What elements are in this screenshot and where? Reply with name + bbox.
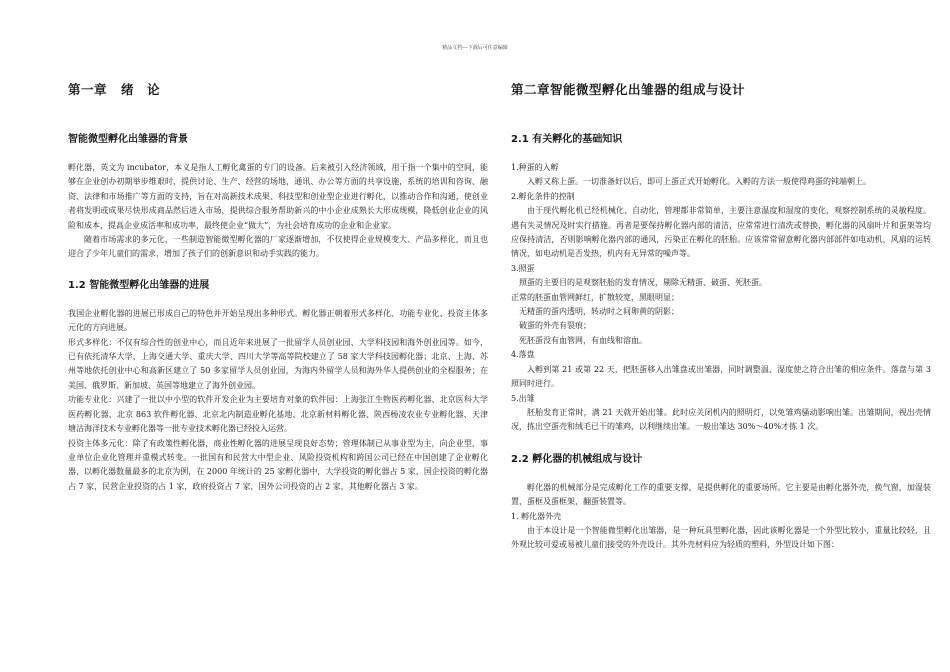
mechanical-paragraph-1: 孵化器的机械部分是完成孵化工作的重要支撑，是提供孵化的重要场所。它主要是由孵化器外壳，换气窗，加湿装置，蛋框及蛋框架，翻蛋装置等。: [511, 482, 931, 507]
chapter-2-title: 第二章智能微型孵化出雏器的组成与设计: [511, 82, 746, 97]
basics-item-4-heading: 4.落盘: [511, 350, 535, 360]
chapter-1-name: 绪 论: [121, 82, 161, 97]
basics-item-5-text: 胚胎发育正常时，满 21 天就开始出雏。此时应关闭机内的照明灯，以免雏鸡骚动影响出雏。出雏期间，视出壳情况，拣出空蛋壳和绒毛已干的雏鸡，以利继续出雏。一般出雏达 30%～40%才拣 1 次。: [511, 407, 931, 432]
page-header: 精品文档---下载后可任意编辑: [442, 45, 508, 51]
basics-item-3-text: 照蛋的主要目的是观察胚胎的发育情况，剔除无精蛋、破蛋、死胚蛋。: [519, 278, 767, 288]
basics-item-2-text: 由于现代孵化机已经机械化、自动化，管理都非常简单，主要注意温度和湿度的变化，观察控制系统的灵敏程度。遇有失灵情况及时实行措施。再者是要保持孵化器内部的清洁，应常常进行清洗或替换，孵化器的风扇叶片和蛋架等均应保持清洁，否则影响孵化器内部的通风，污染正在孵化的胚胎。应该常常留意孵化器内部部件如电动机，风扇的运转情况，如电动机是否发热，机内有无异常的噪声等。: [511, 206, 931, 259]
mechanical-item-1-text: 由于本设计是一个智能微型孵化出雏器，是一种玩具型孵化器，因此该孵化器是一个外型比较小，重量比较轻，且外观比较可爱或易被儿童们接受的外壳设计。其外壳材料应为轻质的塑料，外型设计如下图：: [511, 525, 931, 550]
basics-item-3-dead: 死胚蛋没有血管网，有血线和溶血。: [519, 335, 647, 345]
chapter-1-number: 第一章: [68, 82, 108, 97]
basics-item-4-text: 入孵到第 21 或第 22 天，把胚蛋移入出雏盘或出雏器，同时调整温、湿度使之符合出雏的相应条件。落盘与第 3 照同时进行。: [511, 364, 931, 389]
progress-paragraph-4: 投资主体多元化：除了有政策性孵化器，商业性孵化器的进展呈现良好态势；管理体制已从事业型为主，向企业型、事业单位企业化管理并重模式转变。一批国有和民营大中型企业、风险投资机构和跨国公司已经在中国创建了企业孵化器，以孵化器数量最多的北京为例，在 2000 年统计的 25 家孵化器中，大学投资的孵化器占 5 家，国企投资的孵化器占 7 家，民营企业投资的占 1 家，政府投资占 7 家，国外公司投资的占 2 家，其他孵化器占 3 家。: [68, 438, 488, 491]
basics-item-5-heading: 5.出雏: [511, 393, 535, 403]
section-background-title: 智能微型孵化出雏器的背景: [68, 134, 188, 145]
mechanical-item-1-heading: 1. 孵化器外壳: [511, 511, 562, 521]
left-column: [68, 80, 488, 494]
basics-item-3-heading: 3.照蛋: [511, 263, 535, 273]
progress-paragraph-1: 我国企业孵化器的进展已形成自己的特色并开始呈现出多种形式。孵化器正朝着形式多样化、功能专业化、投资主体多元化的方向进展。: [68, 308, 488, 333]
basics-item-1-heading: 1.种蛋的入孵: [511, 163, 559, 172]
right-column: [511, 80, 931, 553]
basics-item-3-normal: 正常的胚蛋血管网鲜红，扩散较宽，黑眼明显；: [511, 292, 679, 302]
background-paragraph-2: 随着市场需求的多元化，一些制造智能微型孵化器的厂家逐渐增加，不仅使得企业规模变大、产品多样化，而且也迎合了少年儿童们的需求，增加了孩子们的创新意识和动手实践的能力。: [68, 235, 488, 259]
basics-item-2-heading: 2.孵化条件的控制: [511, 191, 575, 201]
progress-paragraph-2: 形式多样化：不仅有综合性的创业中心，而且近年来进展了一批留学人员创业园、大学科技园和海外创业园等。如今，已有依托清华大学、上海交通大学、重庆大学、四川大学等高等院校建立了 58 家大学科技园孵化器；北京、上海、苏州等地依托创业中心和高新区建立了 50 多家留学人员创业园，为海内外留学人员和海外华人提供创业的全程服务；在美国、俄罗斯、新加坡、英国等地建立了海外创业园。: [68, 337, 488, 390]
basics-item-3-broken: 破蛋的外壳有裂痕；: [519, 321, 591, 331]
section-mechanical-title: 2.2 孵化器的机械组成与设计: [511, 453, 643, 465]
section-incubation-basics-title: 2.1 有关孵化的基础知识: [511, 134, 623, 145]
basics-item-1-text: 入孵又称上蛋。一切准备好以后，即可上蛋正式开始孵化。入孵的方法一般使得鸡蛋的钝端朝上。: [527, 177, 871, 187]
section-progress-title: 1.2 智能微型孵化出雏器的进展: [68, 279, 210, 291]
chapter-1-title: [68, 80, 488, 98]
background-paragraph-1: 孵化器，英文为 incubator，本义是指人工孵化禽蛋的专门的设备。后来被引入经济领域，用于指一个集中的空间，能够在企业创办初期举步维艰时，提供讨论、生产、经营的场地，通讯、办公等方面的共享设施，系统的培训和咨询、融资、法律和市场推广等方面的支持，旨在对高新技术成果、科技型和创业型企业进行孵化，以推动合作和沟通，使创业者将发明或成果尽快形成商品然后进入市场，提供综合服务帮助新兴的中小企业成熟长大形成规模，降低创业企业的风险和成本，提高企业成活率和成功率，最终使企业“做大”，为社会培育成功的企业和企业家。: [68, 163, 488, 230]
basics-item-3-infertile: 无精蛋的蛋内透明，转动时之间卵黄的阴影；: [519, 307, 679, 317]
progress-paragraph-3: 功能专业化：兴建了一批以中小型的软件开发企业为主要培育对象的软件园：上海张江生物医药孵化器、北京医科大学医药孵化器、北京 863 软件孵化器、北京北内制造业孵化基地、北京新材料孵化器、陕西杨凌农业专业孵化器、天津塘沽海洋技术专业孵化器等一批专业技术孵化器已经投入运营。: [68, 395, 488, 434]
